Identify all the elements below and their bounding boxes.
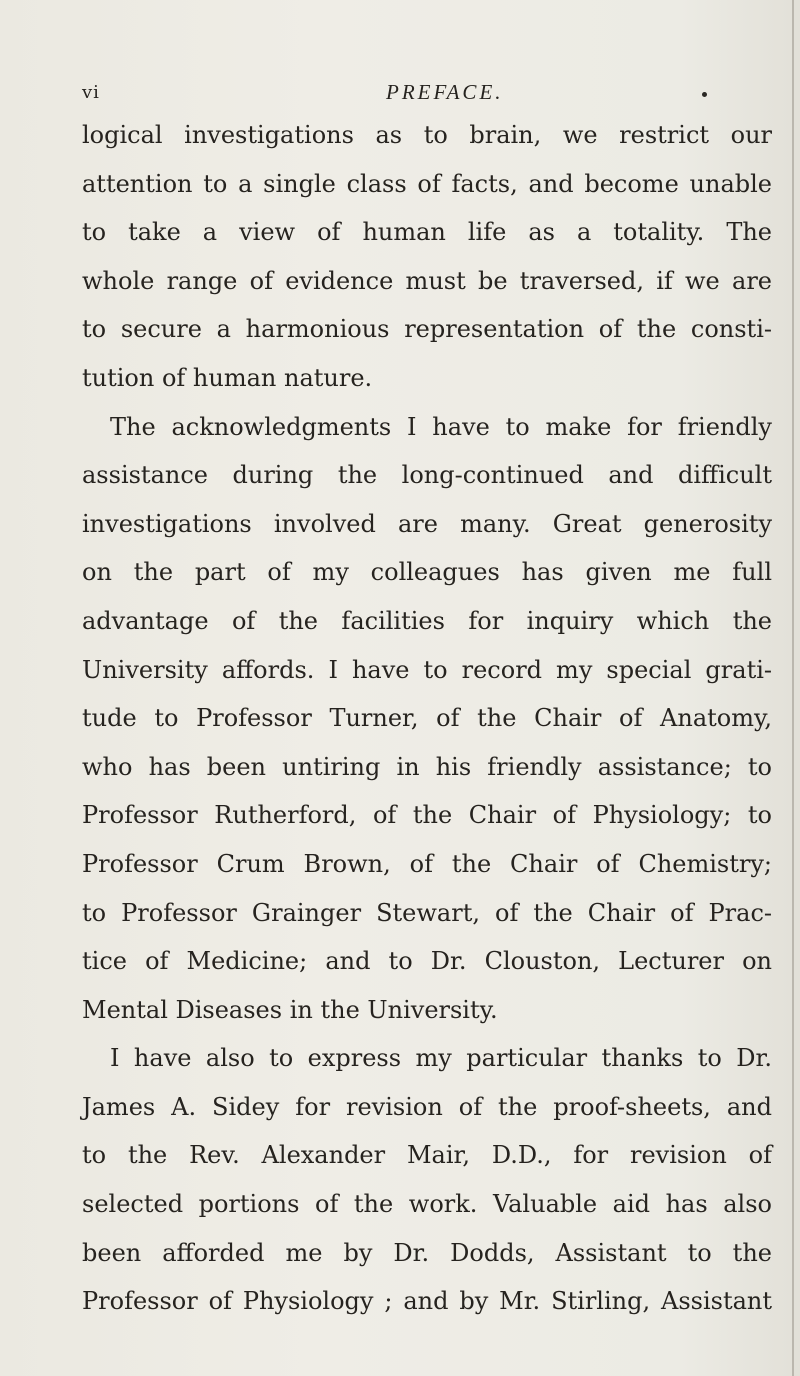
- text-line: on the part of my colleagues has given me full: [82, 558, 772, 587]
- text-line: The acknowledgments I have to make for friendly: [110, 412, 772, 441]
- text-line: advantage of the facilities for inquiry which the: [82, 606, 772, 635]
- text-line: selected portions of the work. Valuable aid has also: [82, 1190, 772, 1219]
- text-line: to take a view of human life as a totality. The: [82, 218, 772, 247]
- text-line: assistance during the long-continued and difficult: [82, 461, 772, 490]
- page-edge-shadow: [792, 0, 794, 1376]
- text-line: whole range of evidence must be traversed, if we are: [82, 266, 772, 295]
- text-line: logical investigations as to brain, we restrict our: [82, 121, 772, 149]
- text-line: Mental Diseases in the University.: [82, 995, 498, 1024]
- text-line: who has been untiring in his friendly assistance; to: [82, 752, 772, 781]
- running-head: PREFACE.: [386, 80, 504, 104]
- text-line: tice of Medicine; and to Dr. Clouston, Lecturer on: [82, 947, 772, 976]
- printer-mark-dot: [702, 92, 707, 97]
- text-line: tude to Professor Turner, of the Chair of Anatomy,: [82, 704, 772, 733]
- text-line: tution of human nature.: [82, 363, 373, 392]
- page-header: [82, 82, 772, 112]
- text-line: Professor Crum Brown, of the Chair of Chemistry;: [82, 849, 772, 878]
- text-line: I have also to express my particular thanks to Dr.: [110, 1044, 772, 1073]
- text-line: Professor of Physiology ; and by Mr. Stirling, Assistant: [82, 1287, 772, 1316]
- text-line: Professor Rutherford, of the Chair of Physiology; to: [82, 801, 772, 830]
- text-line: to Professor Grainger Stewart, of the Chair of Prac-: [82, 898, 772, 927]
- text-line: University affords. I have to record my special grati-: [82, 655, 772, 684]
- text-line: attention to a single class of facts, and become unable: [82, 169, 772, 198]
- page-number: vi: [82, 82, 100, 103]
- text-line: investigations involved are many. Great generosity: [82, 509, 772, 538]
- body-text: [82, 111, 772, 1326]
- text-line: been afforded me by Dr. Dodds, Assistant to the: [82, 1238, 772, 1267]
- text-line: James A. Sidey for revision of the proof-sheets, and: [82, 1092, 772, 1121]
- text-line: to secure a harmonious representation of the consti-: [82, 315, 772, 344]
- text-line: to the Rev. Alexander Mair, D.D., for revision of: [82, 1141, 772, 1170]
